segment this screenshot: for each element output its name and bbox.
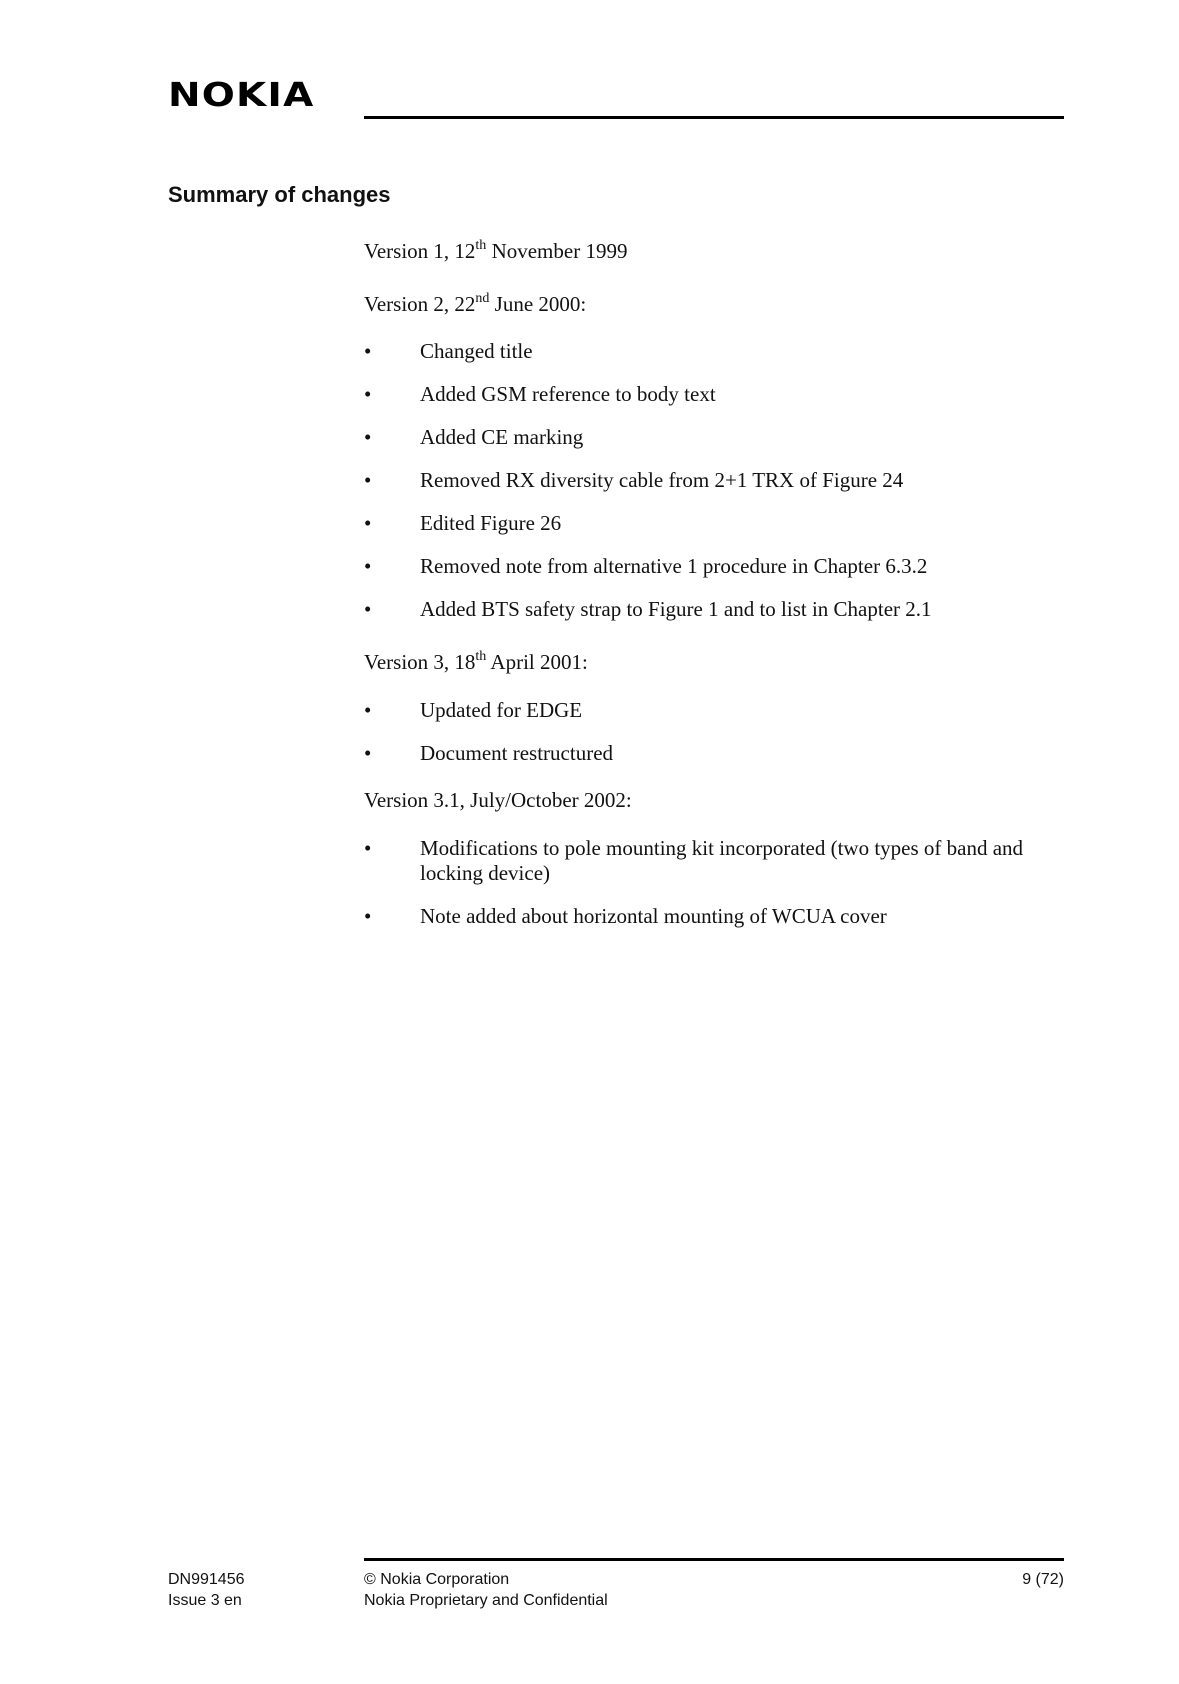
section-title: Summary of changes: [168, 182, 391, 207]
version-2-heading: Version 2, 22nd June 2000:: [364, 291, 587, 316]
list-item-text: Added CE marking: [420, 425, 584, 449]
footer-page-number: 9 (72): [1022, 1571, 1064, 1588]
list-item-text: Edited Figure 26: [420, 511, 562, 535]
version-3-heading: Version 3, 18th April 2001:: [364, 649, 588, 674]
list-item-text: Removed RX diversity cable from 2+1 TRX of Figure 24: [420, 468, 904, 492]
bullet-icon: •: [364, 904, 372, 928]
version-3-1-heading: Version 3.1, July/October 2002:: [364, 788, 632, 812]
bullet-icon: •: [364, 597, 372, 621]
list-item-text: Changed title: [420, 339, 533, 363]
bullet-icon: •: [364, 836, 372, 860]
footer-copyright: © Nokia Corporation: [364, 1571, 510, 1588]
bullet-icon: •: [364, 511, 372, 535]
footer-doc-number: DN991456: [168, 1571, 245, 1588]
bullet-icon: •: [364, 468, 372, 492]
version-1-heading: Version 1, 12th November 1999: [364, 238, 628, 263]
list-item-text: Modifications to pole mounting kit incorporated (two types of band and locking device): [420, 836, 1024, 885]
footer-confidentiality: Nokia Proprietary and Confidential: [364, 1592, 608, 1609]
list-item-text: Added GSM reference to body text: [420, 382, 716, 406]
nokia-logo: NOKIA: [168, 75, 315, 114]
footer-issue: Issue 3 en: [168, 1592, 242, 1609]
bullet-icon: •: [364, 339, 372, 363]
bullet-icon: •: [364, 425, 372, 449]
list-item-text: Document restructured: [420, 741, 614, 765]
list-item-text: Note added about horizontal mounting of WCUA cover: [420, 904, 887, 928]
list-item-text: Added BTS safety strap to Figure 1 and to list in Chapter 2.1: [420, 597, 932, 621]
bullet-icon: •: [364, 554, 372, 578]
list-item-text: Updated for EDGE: [420, 698, 583, 722]
list-item-text: Removed note from alternative 1 procedure in Chapter 6.3.2: [420, 554, 928, 578]
header-rule: [364, 116, 1064, 119]
bullet-icon: •: [364, 382, 372, 406]
footer-rule: [364, 1558, 1064, 1561]
bullet-icon: •: [364, 741, 372, 765]
bullet-icon: •: [364, 698, 372, 722]
